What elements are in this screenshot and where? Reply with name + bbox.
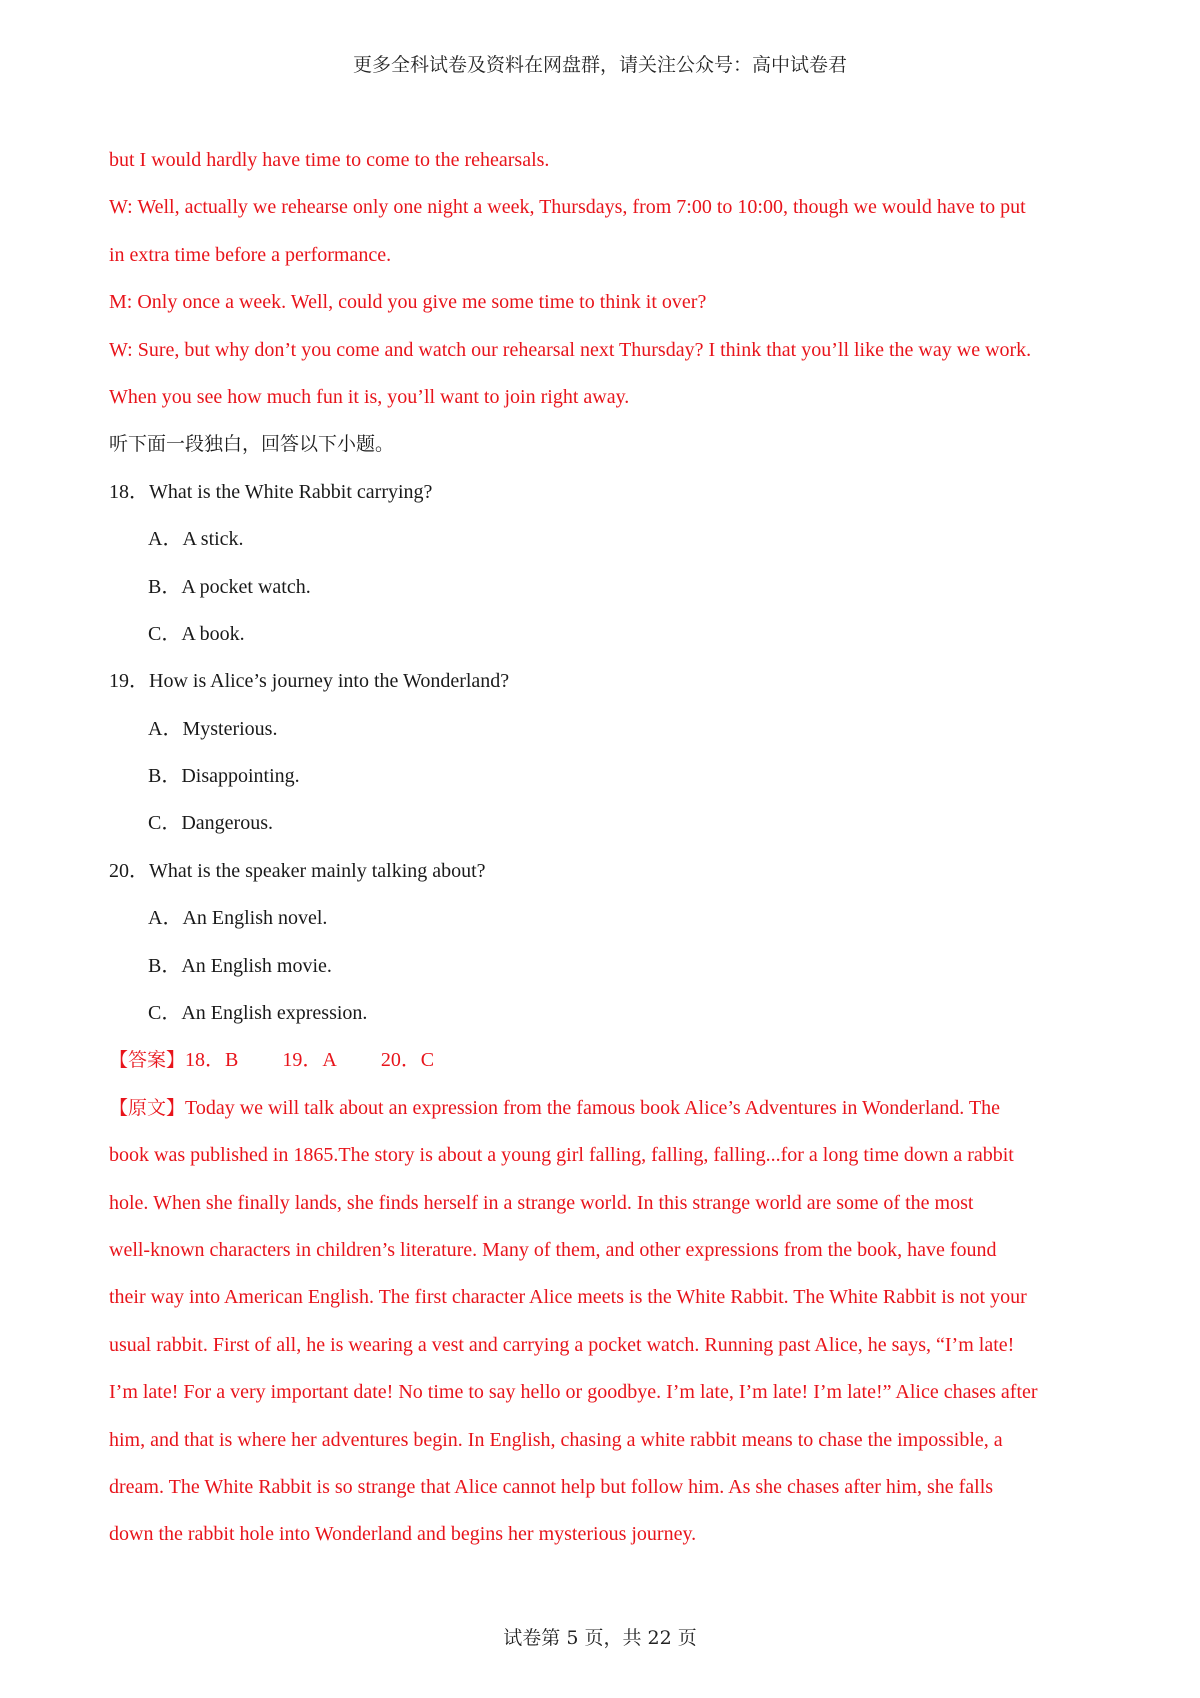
original-line: book was published in 1865.The story is about a young girl falling, falling, falling...for a long time down a rabbit (109, 1144, 1014, 1167)
option-18-c: C．A book. (148, 622, 245, 645)
original-line (109, 1096, 1109, 1143)
original-line: down the rabbit hole into Wonderland and begins her mysterious journey. (109, 1523, 697, 1546)
option-20-c: C．An English expression. (148, 1002, 368, 1025)
option-19-c: C．Dangerous. (148, 812, 273, 835)
original-line: him, and that is where her adventures begin. In English, chasing a white rabbit means to chase the impossible, a (109, 1428, 1003, 1451)
original-line: dream. The White Rabbit is so strange that Alice cannot help but follow him. As she chases after him, she falls (109, 1475, 994, 1498)
option-18-a: A．A stick. (148, 528, 244, 551)
transcript-line: in extra time before a performance. (109, 243, 392, 266)
transcript-line: M: Only once a week. Well, could you give me some time to think it over? (109, 291, 707, 314)
option-20-b: B．An English movie. (148, 954, 332, 977)
question-stem: 18．What is the White Rabbit carrying? (109, 480, 433, 503)
original-line: I’m late! For a very important date! No time to say hello or goodbye. I’m late, I’m late! I’m late!” Alice chases after (109, 1381, 1038, 1404)
page-footer: 试卷第 5 页，共 22 页 (503, 1627, 697, 1649)
answer-item: 19．A (282, 1049, 337, 1072)
option-19-a: A．Mysterious. (148, 717, 278, 740)
answer-line (109, 1048, 1109, 1095)
original-line: well-known characters in children’s literature. Many of them, and other expressions from the book, have found (109, 1238, 997, 1261)
original-text: Today we will talk about an expression from the famous book Alice’s Adventures in Wonderland. The (185, 1096, 1000, 1119)
original-line: usual rabbit. First of all, he is wearing a vest and carrying a pocket watch. Running past Alice, he says, “I’m late! (109, 1333, 1015, 1356)
question-stem: 20．What is the speaker mainly talking about? (109, 859, 486, 882)
question-stem: 19．How is Alice’s journey into the Wonderland? (109, 670, 510, 693)
transcript-line: W: Well, actually we rehearse only one night a week, Thursdays, from 7:00 to 10:00, though we would have to put (109, 196, 1026, 219)
option-19-b: B．Disappointing. (148, 765, 300, 788)
original-label: 【原文】 (109, 1096, 186, 1119)
answer-item: 20．C (380, 1049, 435, 1072)
page-header: 更多全科试卷及资料在网盘群，请关注公众号：高中试卷君 (352, 54, 847, 76)
transcript-line: W: Sure, but why don’t you come and watch our rehearsal next Thursday? I think that you’ll like the way we work. (109, 338, 1032, 361)
transcript-line: but I would hardly have time to come to the rehearsals. (109, 149, 550, 171)
transcript-line: When you see how much fun it is, you’ll want to join right away. (109, 385, 630, 408)
original-line: their way into American English. The first character Alice meets is the White Rabbit. The White Rabbit is not your (109, 1286, 1027, 1309)
answer-item: 18．B (185, 1049, 239, 1072)
original-line: hole. When she finally lands, she finds herself in a strange world. In this strange world are some of the most (109, 1191, 974, 1214)
option-20-a: A．An English novel. (148, 907, 328, 930)
section-instruction: 听下面一段独白，回答以下小题。 (109, 433, 395, 456)
page-content (109, 148, 1109, 1570)
answer-label: 【答案】 (109, 1049, 186, 1072)
option-18-b: B．A pocket watch. (148, 575, 311, 598)
